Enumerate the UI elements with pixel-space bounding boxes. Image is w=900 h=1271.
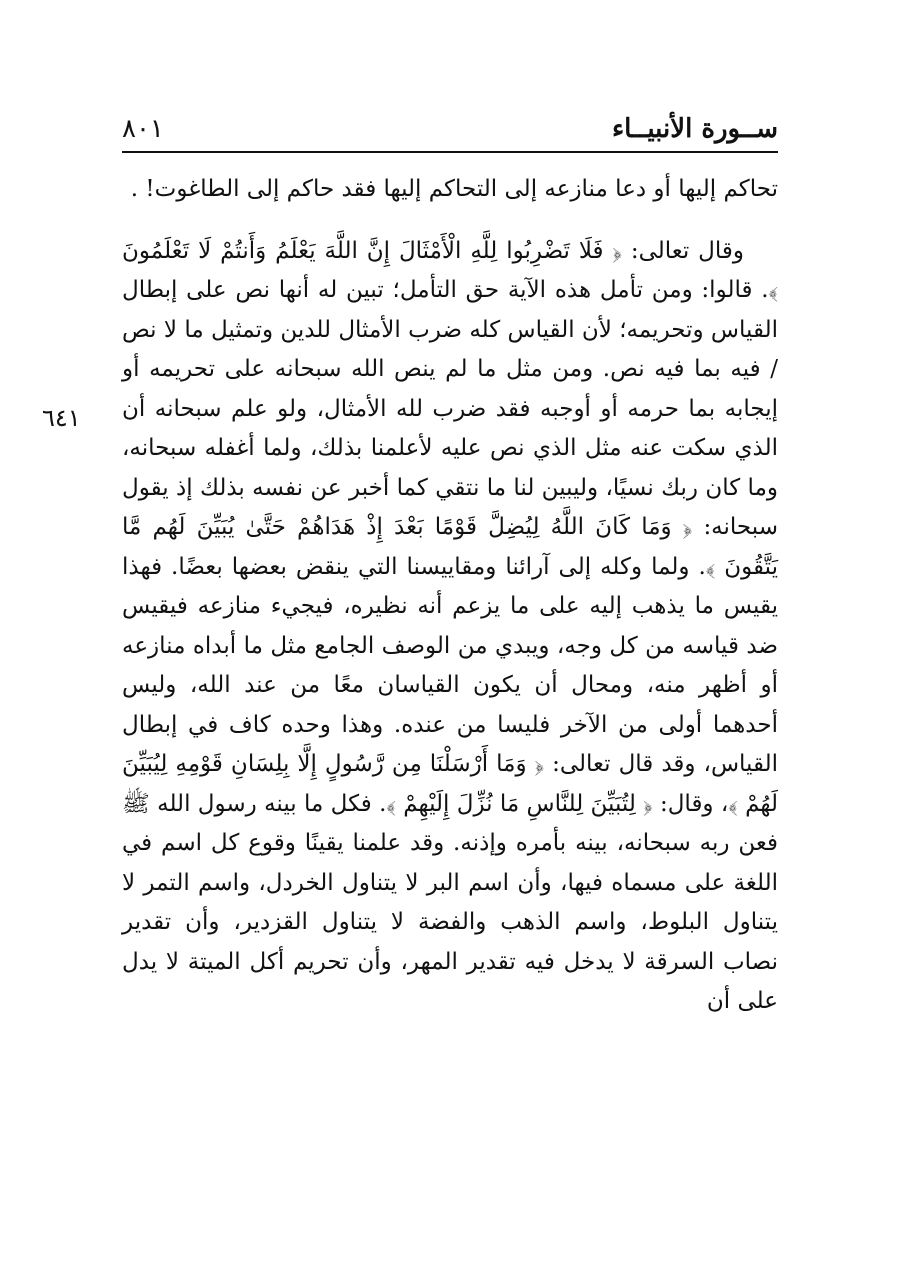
header-rule (122, 151, 778, 153)
body-text (122, 170, 778, 1022)
running-header (122, 108, 778, 148)
paragraph: وقال تعالى: ﴿ فَلَا تَضْرِبُوا لِلَّهِ الْأَمْثَالَ إِنَّ اللَّهَ يَعْلَمُ وَأَنتُمْ لَا تَعْلَمُونَ ﴾. قالوا: ومن تأمل هذه الآية حق التأمل؛ تبين له أنها نص على إبطال القياس وتحريمه؛ لأن القياس كله ضرب الأمثال للدين وتمثيل ما لا نص / فيه بما فيه نص. ومن مثل ما لم ينص الله سبحانه على تحريمه أو إيجابه بما حرمه أو أوجبه فقد ضرب لله الأمثال، ولو علم سبحانه أن الذي سكت عنه مثل الذي نص عليه لأعلمنا بذلك، ولما أغفله سبحانه، وما كان ربك نسيًا، وليبين لنا ما نتقي كما أخبر عن نفسه بذلك إذ يقول سبحانه: ﴿ وَمَا كَانَ اللَّهُ لِيُضِلَّ قَوْمًا بَعْدَ إِذْ هَدَاهُمْ حَتَّىٰ يُبَيِّنَ لَهُم مَّا يَتَّقُونَ ﴾. ولما وكله إلى آرائنا ومقاييسنا التي ينقض بعضها بعضًا. فهذا يقيس ما يذهب إليه على ما يزعم أنه نظيره، فيجيء منازعه فيقيس ضد قياسه من كل وجه، ويبدي من الوصف الجامع مثل ما أبداه منازعه أو أظهر منه، ومحال أن يكون القياسان معًا من عند الله، وليس أحدهما أولى من الآخر فليسا من عنده. وهذا وحده كاف في إبطال القياس، وقد قال تعالى: ﴿ وَمَا أَرْسَلْنَا مِن رَّسُولٍ إِلَّا بِلِسَانِ قَوْمِهِ لِيُبَيِّنَ لَهُمْ ﴾، وقال: ﴿ لِتُبَيِّنَ لِلنَّاسِ مَا نُزِّلَ إِلَيْهِمْ ﴾. فكل ما بينه رسول الله ﷺ فعن ربه سبحانه، بينه بأمره وإذنه. وقد علمنا يقينًا وقوع كل اسم في اللغة على مسماه فيها، وأن اسم البر لا يتناول الخردل، واسم التمر لا يتناول البلوط، واسم الذهب والفضة لا يتناول القزدير، وأن تقدير نصاب السرقة لا يدخل فيه تقدير المهر، وأن تحريم أكل الميتة لا يدل على أن (122, 237, 778, 1014)
margin-reference-number: ٦٤١ (42, 404, 81, 432)
surah-title: ســورة الأنبيــاء (611, 114, 778, 144)
page-number: ٨٠١ (122, 114, 164, 144)
paragraph: تحاكم إليها أو دعا منازعه إلى التحاكم إليها فقد حاكم إلى الطاغوت! . (130, 176, 778, 202)
